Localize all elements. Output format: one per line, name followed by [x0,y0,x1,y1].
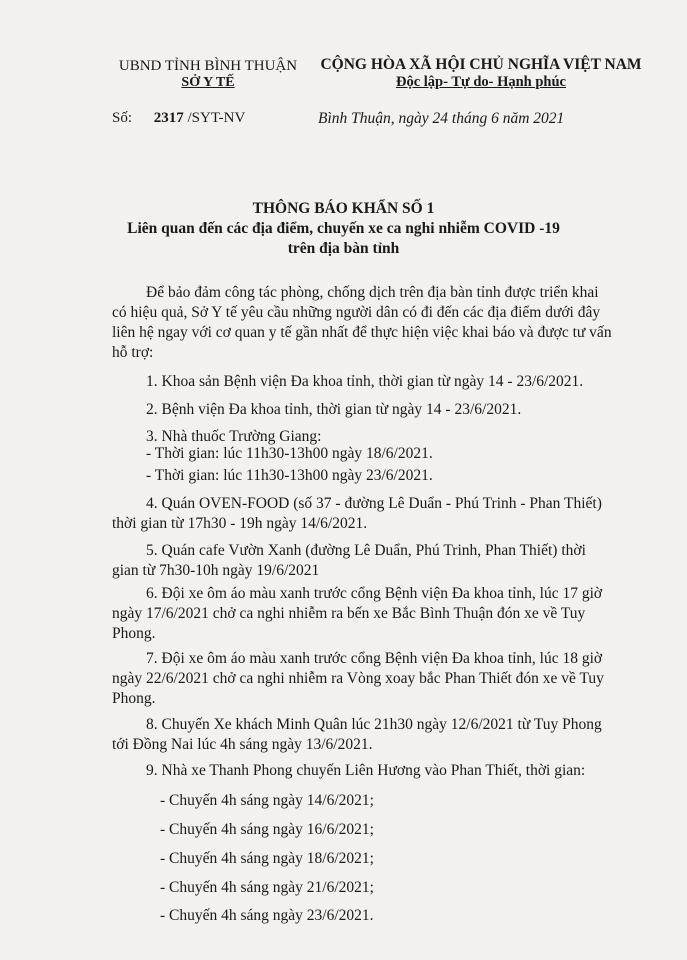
list-item: 9. Nhà xe Thanh Phong chuyến Liên Hương vào Phan Thiết, thời gian: [146,762,586,779]
list-item: 5. Quán cafe Vườn Xanh (đường Lê Duẩn, Phú Trinh, Phan Thiết) thời [146,542,586,559]
motto: Độc lập- Tự do- Hạnh phúc [396,74,566,90]
list-item-continued: ngày 17/6/2021 chở ca nghi nhiễm ra bến xe Bắc Bình Thuận đón xe về Tuy [112,605,586,622]
document-number [112,110,245,127]
list-item: 3. Nhà thuốc Trường Giang: [146,428,322,445]
notice-title: THÔNG BÁO KHẨN SỐ 1 [252,200,435,217]
list-subitem: - Thời gian: lúc 11h30-13h00 ngày 18/6/2021. [146,445,433,462]
list-item-continued: Phong. [112,625,156,642]
list-item: 4. Quán OVEN-FOOD (số 37 - đường Lê Duẩn - Phú Trinh - Phan Thiết) [146,495,602,512]
issuing-organization [98,58,318,91]
list-item: 6. Đội xe ôm áo màu xanh trước cổng Bệnh viện Đa khoa tỉnh, lúc 17 giờ [146,585,603,602]
department-name: SỞ Y TẾ [181,75,235,90]
intro-line: hỗ trợ: [112,344,154,361]
list-item-continued: tới Đồng Nai lúc 4h sáng ngày 13/6/2021. [112,736,373,753]
list-subitem: - Chuyến 4h sáng ngày 21/6/2021; [160,879,374,896]
list-subitem: - Chuyến 4h sáng ngày 23/6/2021. [160,907,374,924]
doc-number-value: 2317 [153,110,184,126]
notice-subject-continued: trên địa bàn tỉnh [287,240,400,257]
intro-line: liên hệ ngay với cơ quan y tế gần nhất để thực hiện việc khai báo và được tư vấn [112,324,612,341]
intro-line: Để bảo đảm công tác phòng, chống dịch trên địa bàn tỉnh được triển khai [146,284,599,301]
list-item: 8. Chuyến Xe khách Minh Quân lúc 21h30 ngày 12/6/2021 từ Tuy Phong [146,716,602,733]
list-item-continued: ngày 22/6/2021 chở ca nghi nhiễm ra Vòng xoay bắc Phan Thiết đón xe về Tuy [112,670,604,687]
notice-subject: Liên quan đến các địa điểm, chuyến xe ca nghi nhiễm COVID -19 [127,220,560,237]
list-subitem: - Chuyến 4h sáng ngày 16/6/2021; [160,821,374,838]
doc-number-label: Số: [112,110,133,126]
document-date: Bình Thuận, ngày 24 tháng 6 năm 2021 [318,110,565,127]
list-subitem: - Chuyến 4h sáng ngày 14/6/2021; [160,792,374,809]
list-item: 2. Bệnh viện Đa khoa tỉnh, thời gian từ ngày 14 - 23/6/2021. [146,401,522,418]
national-motto [316,56,646,91]
intro-line: có hiệu quả, Sở Y tế yêu cầu những người dân có đi đến các địa điểm dưới đây [112,304,601,321]
list-item-continued: Phong. [112,690,156,707]
list-subitem: - Thời gian: lúc 11h30-13h00 ngày 23/6/2021. [146,467,433,484]
list-subitem: - Chuyến 4h sáng ngày 18/6/2021; [160,850,374,867]
doc-number-suffix: /SYT-NV [187,110,246,126]
nation-name: CỘNG HÒA XÃ HỘI CHỦ NGHĨA VIỆT NAM [320,56,642,73]
list-item-continued: gian từ 7h30-10h ngày 19/6/2021 [112,562,320,579]
list-item-continued: thời gian từ 17h30 - 19h ngày 14/6/2021. [112,515,368,532]
list-item: 1. Khoa sản Bệnh viện Đa khoa tỉnh, thời gian từ ngày 14 - 23/6/2021. [146,373,584,390]
list-item: 7. Đội xe ôm áo màu xanh trước cổng Bệnh viện Đa khoa tỉnh, lúc 18 giờ [146,650,603,667]
province-committee: UBND TỈNH BÌNH THUẬN [118,58,298,74]
